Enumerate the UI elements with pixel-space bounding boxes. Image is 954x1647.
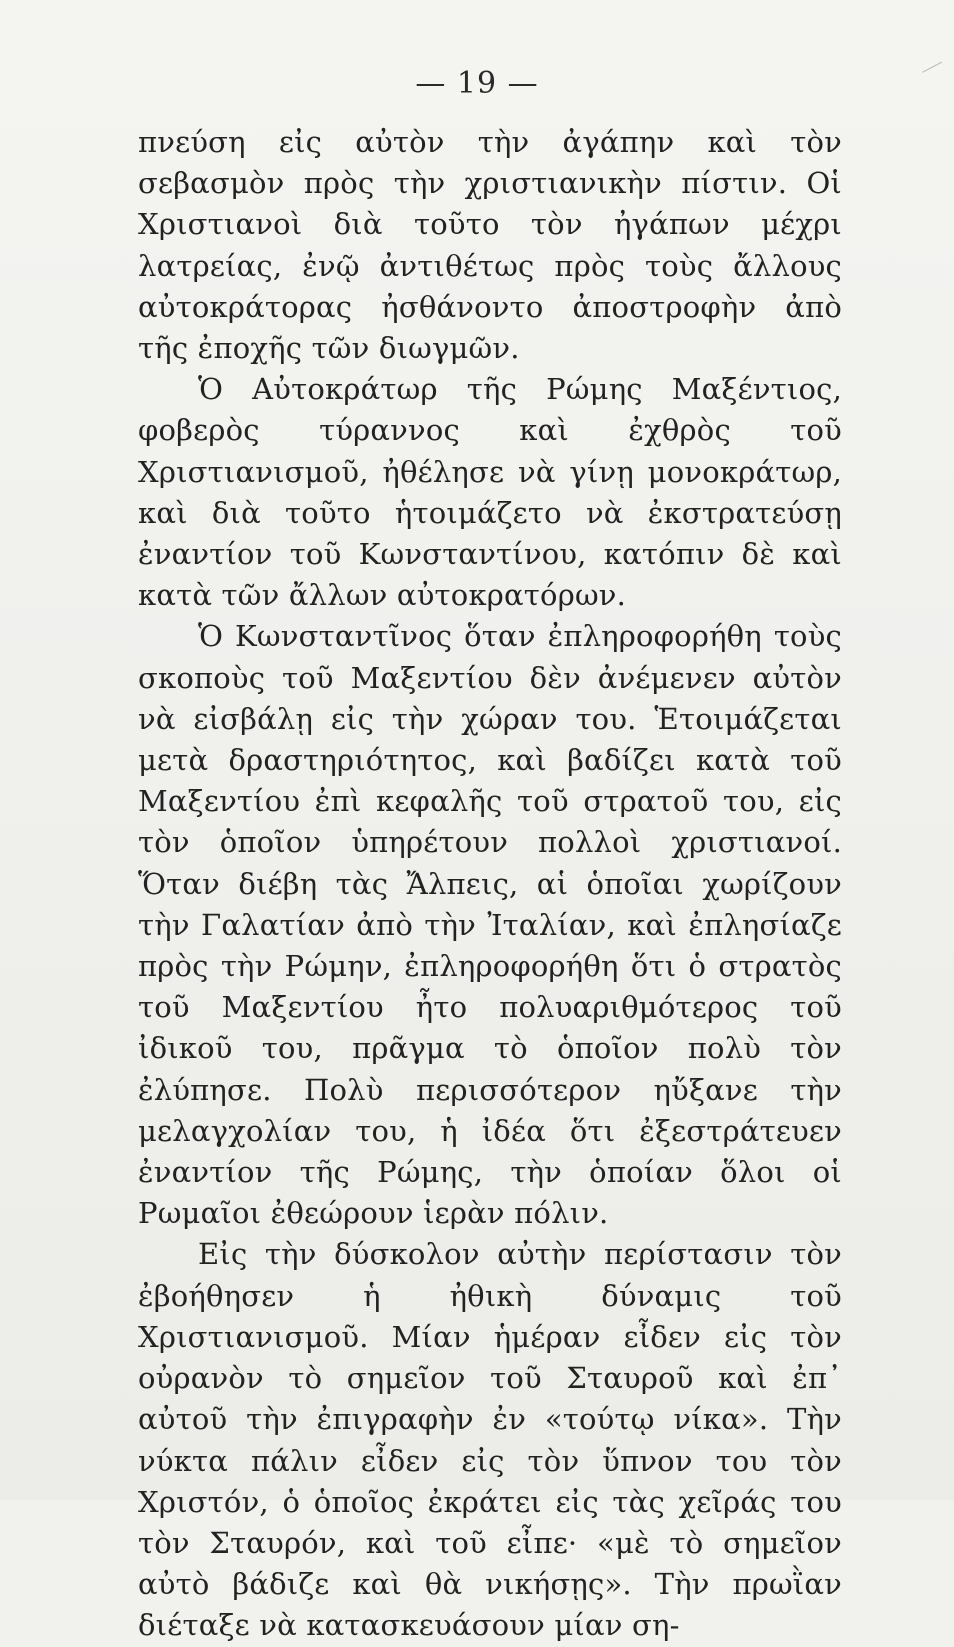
page-number: — 19 — xyxy=(415,66,539,101)
paragraph-2: Ὁ Αὐτοκράτωρ τῆς Ρώμης Μαξέντιος, φοβερὸς τύραννος καὶ ἐχθρὸς τοῦ Χριστιανισμοῦ, ἠθέλησε νὰ γίνῃ μονοκράτωρ, καὶ διὰ τοῦτο ἡτοιμάζετο νὰ ἐκστρατεύσῃ ἐναντίον τοῦ Κωνσταντίνου, κατόπιν δὲ καὶ κατὰ τῶν ἄλλων αὐτοκρατόρων. xyxy=(138,372,842,613)
paragraph-4: Εἰς τὴν δύσκολον αὐτὴν περίστασιν τὸν ἐβοήθησεν ἡ ἠθικὴ δύναμις τοῦ Χριστιανισμοῦ. Μίαν ἡμέραν εἶδεν εἰς τὸν οὐρανὸν τὸ σημεῖον τοῦ Σταυροῦ καὶ ἐπ᾽ αὐτοῦ τὴν ἐπιγραφὴν ἐν «τούτῳ νίκα». Τὴν νύκτα πάλιν εἶδεν εἰς τὸν ὕπνον του τὸν Χριστόν, ὁ ὁποῖος ἐκράτει εἰς τὰς χεῖράς του τὸν Σταυρόν, καὶ τοῦ εἶπε· «μὲ τὸ σημεῖον αὐτὸ βάδιζε καὶ θὰ νικήσῃς». Τὴν πρωῒαν διέταξε νὰ κατασκευάσουν μίαν ση- xyxy=(138,1237,842,1643)
paragraph-1: πνεύση εἰς αὐτὸν τὴν ἀγάπην καὶ τὸν σεβασμὸν πρὸς τὴν χριστιανικὴν πίστιν. Οἱ Χριστιανοὶ διὰ τοῦτο τὸν ἠγάπων μέχρι λατρείας, ἐνῷ ἀντιθέτως πρὸς τοὺς ἄλλους αὐτοκράτορας ἠσθάνοντο ἀποστροφὴν ἀπὸ τῆς ἐποχῆς τῶν διωγμῶν. xyxy=(138,125,842,366)
body-text xyxy=(138,122,842,1647)
paragraph-3: Ὁ Κωνσταντῖνος ὅταν ἐπληροφορήθη τοὺς σκοποὺς τοῦ Μαξεντίου δὲν ἀνέμενεν αὐτὸν νὰ εἰσβάλῃ εἰς τὴν χώραν του. Ἑτοιμάζεται μετὰ δραστηριότητος, καὶ βαδίζει κατὰ τοῦ Μαξεντίου ἐπὶ κεφαλῆς τοῦ στρατοῦ του, εἰς τὸν ὁποῖον ὑπηρέτουν πολλοὶ χριστιανοί. Ὅταν διέβη τὰς Ἄλπεις, αἱ ὁποῖαι χωρίζουν τὴν Γαλατίαν ἀπὸ τὴν Ἰταλίαν, καὶ ἐπλησίαζε πρὸς τὴν Ρώμην, ἐπληροφορήθη ὅτι ὁ στρατὸς τοῦ Μαξεντίου ἦτο πολυαριθμότερος τοῦ ἰδικοῦ του, πρᾶγμα τὸ ὁποῖον πολὺ τὸν ἐλύπησε. Πολὺ περισσότερον ηὔξανε τὴν μελαγχολίαν του, ἡ ἰδέα ὅτι ἐξεστράτευεν ἐναντίον τῆς Ρώμης, τὴν ὁποίαν ὅλοι οἱ Ρωμαῖοι ἐθεώρουν ἱερὰν πόλιν. xyxy=(138,619,842,1231)
